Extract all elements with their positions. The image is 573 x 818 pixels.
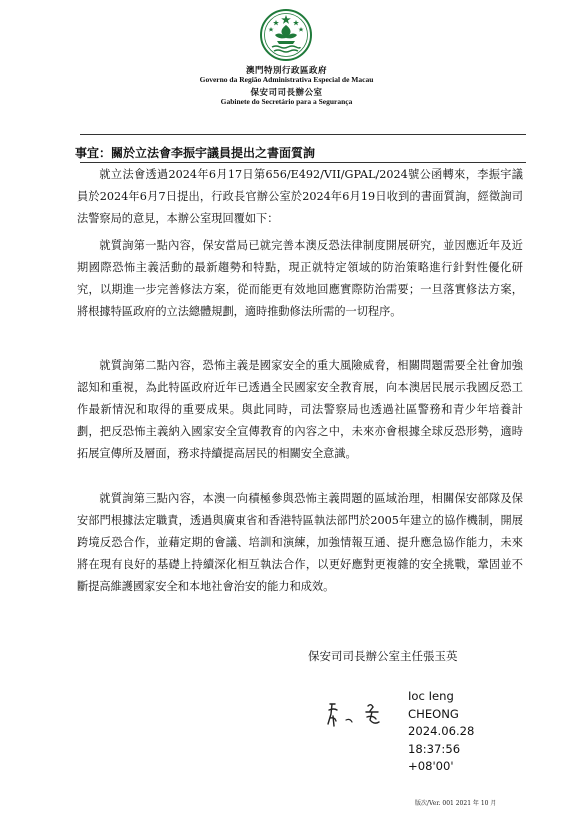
paragraph-intro: 就立法會透過2024年6月17日第656/E492/VII/GPAL/2024號公函轉來，李振宇議員於2024年6月7日提出，行政長官辦公室於2024年6月19日收到的書面質詢，經徵詢司法警察局的意見，本辦公室現回覆如下： — [77, 168, 523, 225]
paragraph-point-two: 就質詢第二點內容，恐怖主義是國家安全的重大風險威脅，相關問題需要全社會加強認知和重視，為此特區政府近年已透過全民國家安全教育展，向本澳居民展示我國反恐工作最新情況和取得的重要成果。與此同時，司法警察局也透過社區警務和青少年培養計劃，把反恐怖主義納入國家安全宣傳教育的內容之中，未來亦會根據全球反恐形勢，適時拓展宣傳所及層面，務求持續提高居民的相關安全意識。 — [77, 359, 523, 460]
digital-signature-date: 2024.06.28 — [408, 724, 475, 739]
macau-emblem-icon — [259, 8, 313, 62]
government-name-cn: 澳門特別行政區政府 — [245, 66, 327, 76]
digital-signature-timezone: +08'00' — [408, 759, 454, 774]
digital-signature-block — [408, 688, 474, 776]
digital-signature-given-name: Ioc Ieng — [408, 689, 454, 703]
digital-signature-surname: CHEONG — [408, 706, 459, 721]
handwritten-signature — [326, 698, 392, 730]
subject-heading: 事宜：關於立法會李振宇議員提出之書面質詢 — [75, 146, 316, 160]
subject-bottom-rule — [80, 162, 526, 163]
office-name-pt: Gabinete do Secretário para a Segurança — [220, 97, 353, 106]
signatory-title: 保安司司長辦公室主任張玉英 — [308, 649, 458, 663]
form-version-footer: 版次/Ver. 001 2021 年 10 月 — [415, 800, 497, 807]
subject-top-rule — [80, 134, 526, 135]
office-name-cn: 保安司司長辦公室 — [250, 88, 323, 98]
paragraph-point-three: 就質詢第三點內容，本澳一向積極參與恐怖主義問題的區域治理，相關保安部隊及保安部門根據法定職責，透過與廣東省和香港特區執法部門於2005年建立的協作機制，開展跨境反恐合作，並藉定期的會議、培訓和演練，加強情報互通、提升應急協作能力，未來將在現有良好的基礎上持續深化相互執法合作，以更好應對更複雜的安全挑戰，鞏固並不斷提高維護國家安全和本地社會治安的能力和成效。 — [77, 492, 523, 593]
paragraph-point-one: 就質詢第一點內容，保安當局已就完善本澳反恐法律制度開展研究，並因應近年及近期國際恐怖主義活動的最新趨勢和特點，現正就特定領域的防治策略進行針對性優化研究，以期進一步完善修法方案，從而能更有效地回應實際防治需要；一旦落實修法方案，將根據特區政府的立法總體規劃，適時推動修法所需的一切程序。 — [77, 239, 523, 318]
digital-signature-time: 18:37:56 — [408, 741, 461, 756]
government-name-pt: Governo da Região Administrativa Especial de Macau — [199, 75, 374, 84]
